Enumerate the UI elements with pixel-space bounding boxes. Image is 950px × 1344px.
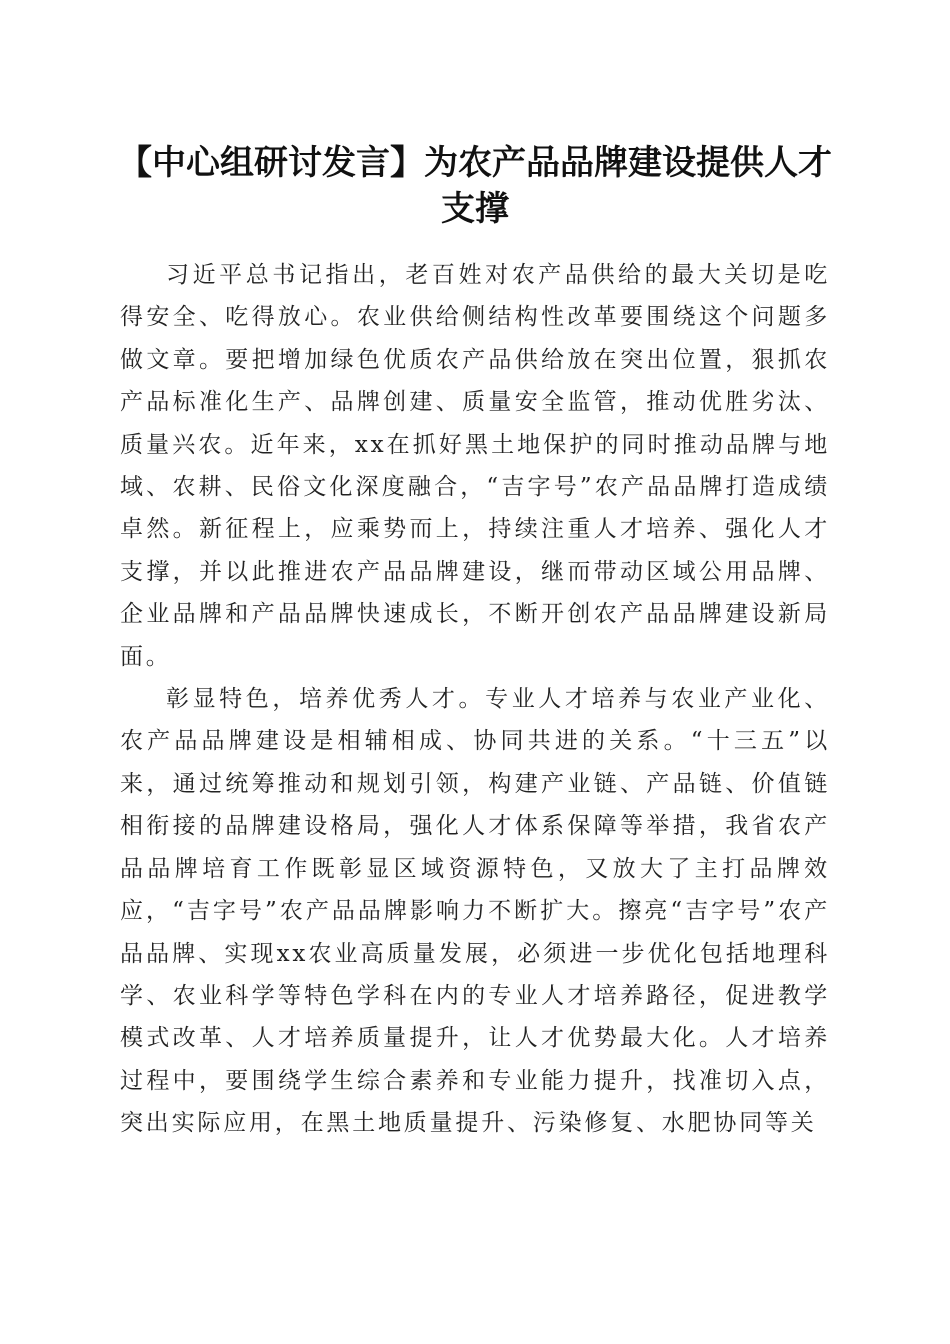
document-title: 【中心组研讨发言】为农产品品牌建设提供人才支撑	[118, 143, 832, 229]
paragraph: 彰显特色，培养优秀人才。专业人才培养与农业产业化、农产品品牌建设是相辅相成、协同共进的关系。“十三五”以来，通过统筹推动和规划引领，构建产业链、产品链、价值链相衔接的品牌建设格局，强化人才体系保障等举措，我省农产品品牌培育工作既彰显区域资源特色，又放大了主打品牌效应，“吉字号”农产品品牌影响力不断扩大。擦亮“吉字号”农产品品牌、实现xx农业高质量发展，必须进一步优化包括地理科学、农业科学等特色学科在内的专业人才培养路径，促进教学模式改革、人才培养质量提升，让人才优势最大化。人才培养过程中，要围绕学生综合素养和专业能力提升，找准切入点，突出实际应用，在黑土地质量提升、污染修复、水肥协同等关	[120, 686, 830, 1137]
document-body	[120, 254, 830, 1145]
paragraph: 习近平总书记指出，老百姓对农产品供给的最大关切是吃得安全、吃得放心。农业供给侧结构性改革要围绕这个问题多做文章。要把增加绿色优质农产品供给放在突出位置，狠抓农产品标准化生产、品牌创建、质量安全监管，推动优胜劣汰、质量兴农。近年来，xx在抓好黑土地保护的同时推动品牌与地域、农耕、民俗文化深度融合，“吉字号”农产品品牌打造成绩卓然。新征程上，应乘势而上，持续注重人才培养、强化人才支撑，并以此推进农产品品牌建设，继而带动区域公用品牌、企业品牌和产品品牌快速成长，不断开创农产品品牌建设新局面。	[120, 262, 830, 670]
